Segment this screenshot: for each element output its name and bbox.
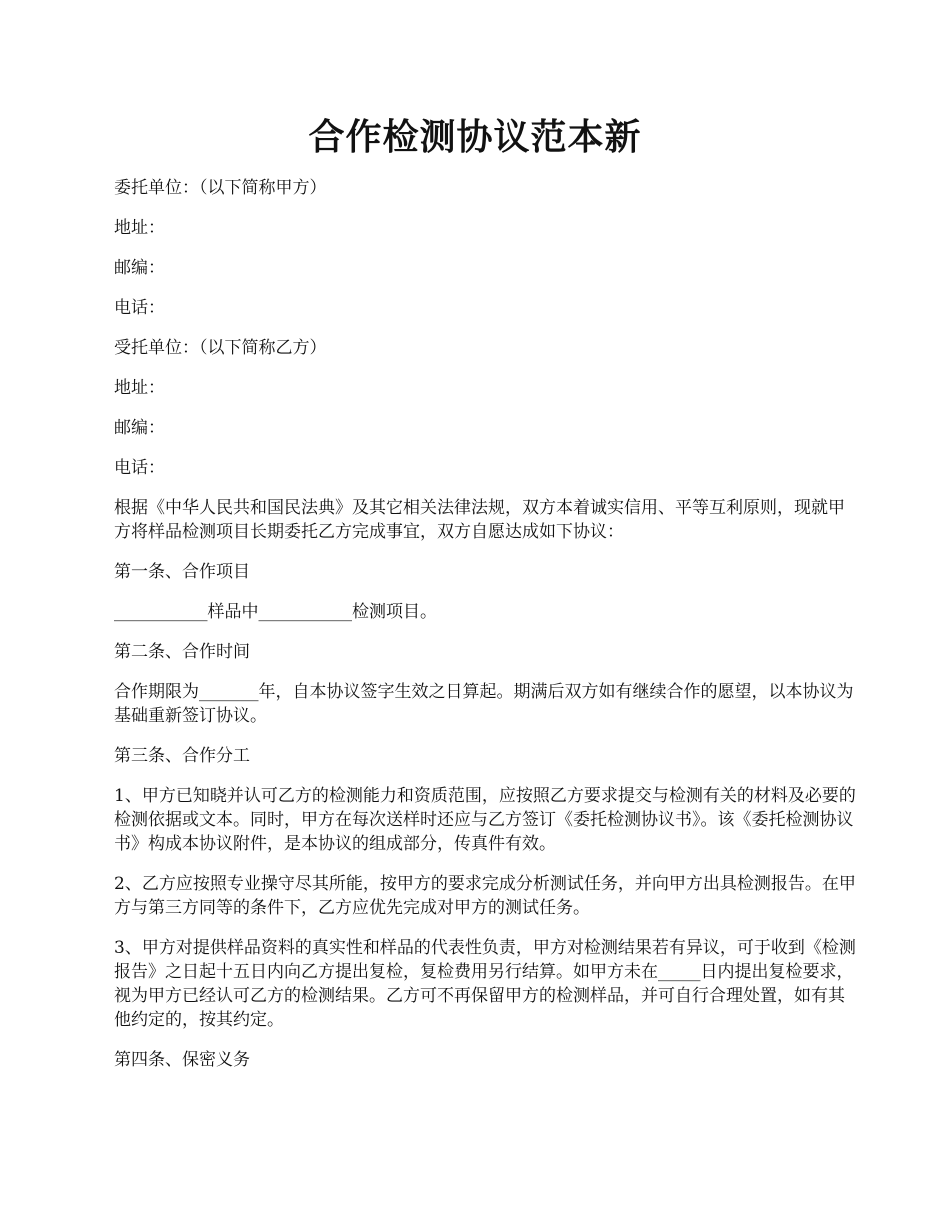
- article-1-heading: 第一条、合作项目: [114, 562, 250, 582]
- client-phone-line: 电话：: [114, 298, 165, 318]
- contractor-phone-line: 电话：: [114, 458, 165, 478]
- client-postcode-line: 邮编：: [114, 258, 165, 278]
- contractor-unit-line: 受托单位：（以下简称乙方）: [114, 338, 327, 358]
- client-unit-line: 委托单位：（以下简称甲方）: [114, 178, 327, 198]
- article-4-heading: 第四条、保密义务: [114, 1050, 250, 1070]
- article-1-content: ___________样品中___________检测项目。: [114, 602, 437, 622]
- contractor-address-line: 地址：: [114, 378, 165, 398]
- article-3-clause-2: 2、乙方应按照专业操守尽其所能，按甲方的要求完成分析测试任务，并向甲方出具检测报告。在甲方与第三方同等的条件下，乙方应优先完成对甲方的测试任务。: [114, 874, 856, 918]
- document-title: 合作检测协议范本新: [308, 116, 642, 158]
- preamble-paragraph: 根据《中华人民共和国民法典》及其它相关法律法规，双方本着诚实信用、平等互利原则，现就甲方将样品检测项目长期委托乙方完成事宜，双方自愿达成如下协议：: [114, 498, 845, 542]
- article-2-content: 合作期限为_______年，自本协议签字生效之日算起。期满后双方如有继续合作的愿望，以本协议为基础重新签订协议。: [114, 682, 854, 726]
- document-body: [114, 176, 859, 1088]
- article-3-clause-3: 3、甲方对提供样品资料的真实性和样品的代表性负责，甲方对检测结果若有异议，可于收到《检测报告》之日起十五日内向乙方提出复检，复检费用另行结算。如甲方未在_____日内提出复检要求，视为甲方已经认可乙方的检测结果。乙方可不再保留甲方的检测样品，并可自行合理处置，如有其他约定的，按其约定。: [114, 938, 856, 1030]
- contractor-postcode-line: 邮编：: [114, 418, 165, 438]
- article-2-heading: 第二条、合作时间: [114, 642, 250, 662]
- article-3-clause-1: 1、甲方已知晓并认可乙方的检测能力和资质范围，应按照乙方要求提交与检测有关的材料及必要的检测依据或文本。同时，甲方在每次送样时还应与乙方签订《委托检测协议书》。该《委托检测协议书》构成本协议附件，是本协议的组成部分，传真件有效。: [114, 786, 856, 854]
- article-3-heading: 第三条、合作分工: [114, 746, 250, 766]
- client-address-line: 地址：: [114, 218, 165, 238]
